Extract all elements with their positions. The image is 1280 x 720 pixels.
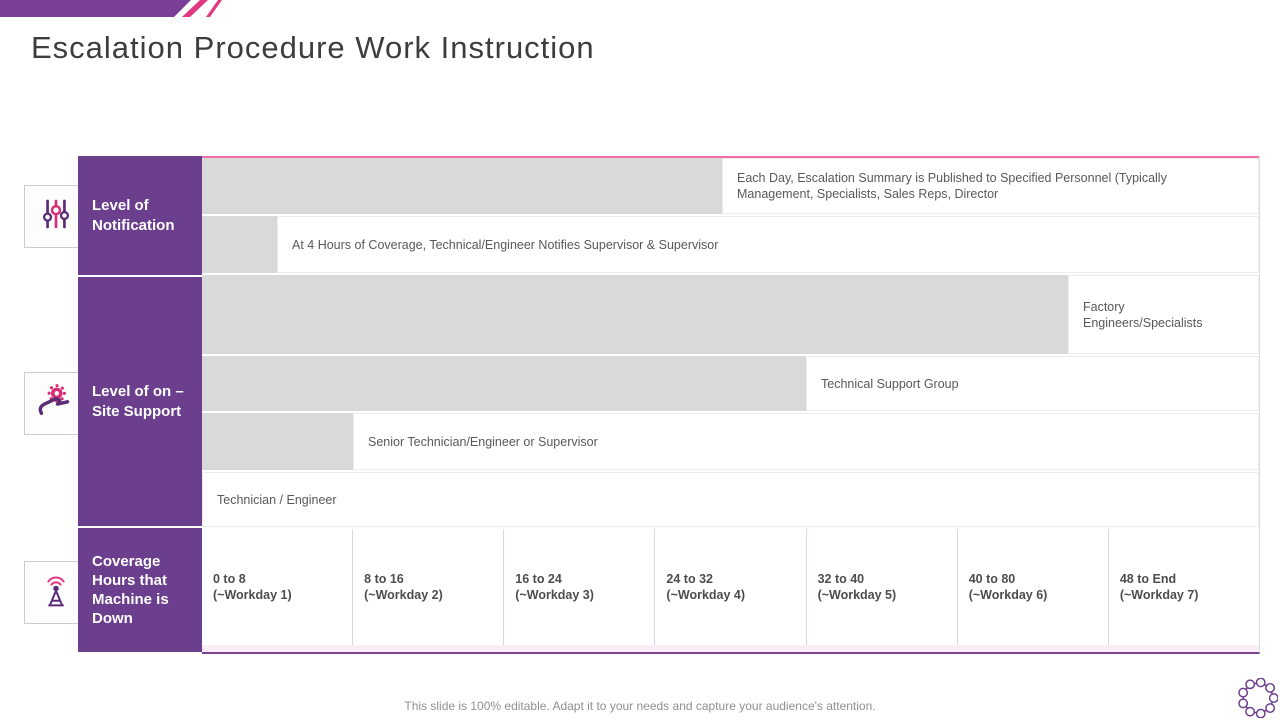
workday-label: (~Workday 7)	[1119, 588, 1199, 602]
timeline-cell	[1108, 529, 1259, 645]
sidebar-section-label: Coverage Hours that Machine is Down	[92, 552, 169, 628]
hours-range: 40 to 80	[968, 572, 1016, 586]
workday-label: (~Workday 2)	[364, 588, 443, 602]
escalation-row	[202, 472, 1259, 527]
escalation-chart	[202, 156, 1260, 654]
timeline-cell	[654, 529, 805, 645]
hours-range: 32 to 40	[817, 572, 865, 586]
timeline-cell	[352, 529, 503, 645]
workday-label: (~Workday 1)	[213, 588, 292, 602]
hand-gear-icon	[33, 378, 79, 429]
coverage-gray-bar	[202, 158, 722, 214]
timeline-cell	[202, 529, 352, 645]
coverage-gray-bar	[202, 356, 806, 411]
header-accent-bar	[0, 0, 200, 17]
chart-footer-strip	[202, 645, 1259, 652]
sidebar-section-notification	[78, 156, 202, 275]
timeline-cell	[806, 529, 957, 645]
hours-range: 24 to 32	[666, 572, 713, 586]
escalation-row	[202, 356, 1259, 411]
workday-label: (~Workday 4)	[666, 588, 746, 602]
escalation-textbox: Technical Support Group	[806, 356, 1259, 411]
sidebar-section-label: Level of on – Site Support	[92, 383, 184, 420]
escalation-row	[202, 158, 1259, 214]
accent-slash-icon	[206, 0, 222, 17]
escalation-row	[202, 216, 1259, 273]
sidebar-section-coverage-hours	[78, 528, 202, 652]
coverage-gray-bar	[202, 216, 277, 273]
escalation-textbox: Factory Engineers/Specialists	[1068, 275, 1259, 354]
escalation-row	[202, 413, 1259, 470]
hours-range: 0 to 8	[213, 572, 246, 586]
coverage-hours-timeline	[202, 529, 1259, 645]
sidebar-section-label: Level of Notification	[92, 197, 175, 234]
sliders-icon	[33, 191, 79, 242]
escalation-row	[202, 275, 1259, 354]
workday-label: (~Workday 3)	[515, 588, 594, 602]
escalation-textbox: Technician / Engineer	[202, 472, 1259, 527]
hours-range: 48 to End	[1119, 572, 1177, 586]
page-title: Escalation Procedure Work Instruction	[31, 30, 595, 65]
hours-range: 8 to 16	[364, 572, 404, 586]
editable-note: This slide is 100% editable. Adapt it to your needs and capture your audience's attention.	[404, 699, 876, 713]
gear-outline-icon	[1238, 678, 1278, 720]
sidebar-section-site-support	[78, 277, 202, 526]
workday-label: (~Workday 5)	[817, 588, 897, 602]
timeline-cell	[957, 529, 1108, 645]
escalation-textbox: Senior Technician/Engineer or Supervisor	[353, 413, 1259, 470]
coverage-gray-bar	[202, 413, 353, 470]
timeline-cell	[503, 529, 654, 645]
escalation-textbox: At 4 Hours of Coverage, Technical/Engineer Notifies Supervisor & Supervisor	[277, 216, 1259, 273]
hours-range: 16 to 24	[515, 572, 562, 586]
coverage-gray-bar	[202, 275, 1068, 354]
escalation-textbox: Each Day, Escalation Summary is Published to Specified Personnel (Typically Management, Specialists, Sales Reps, Director	[722, 158, 1259, 214]
radio-tower-icon	[33, 567, 79, 618]
workday-label: (~Workday 6)	[968, 588, 1048, 602]
